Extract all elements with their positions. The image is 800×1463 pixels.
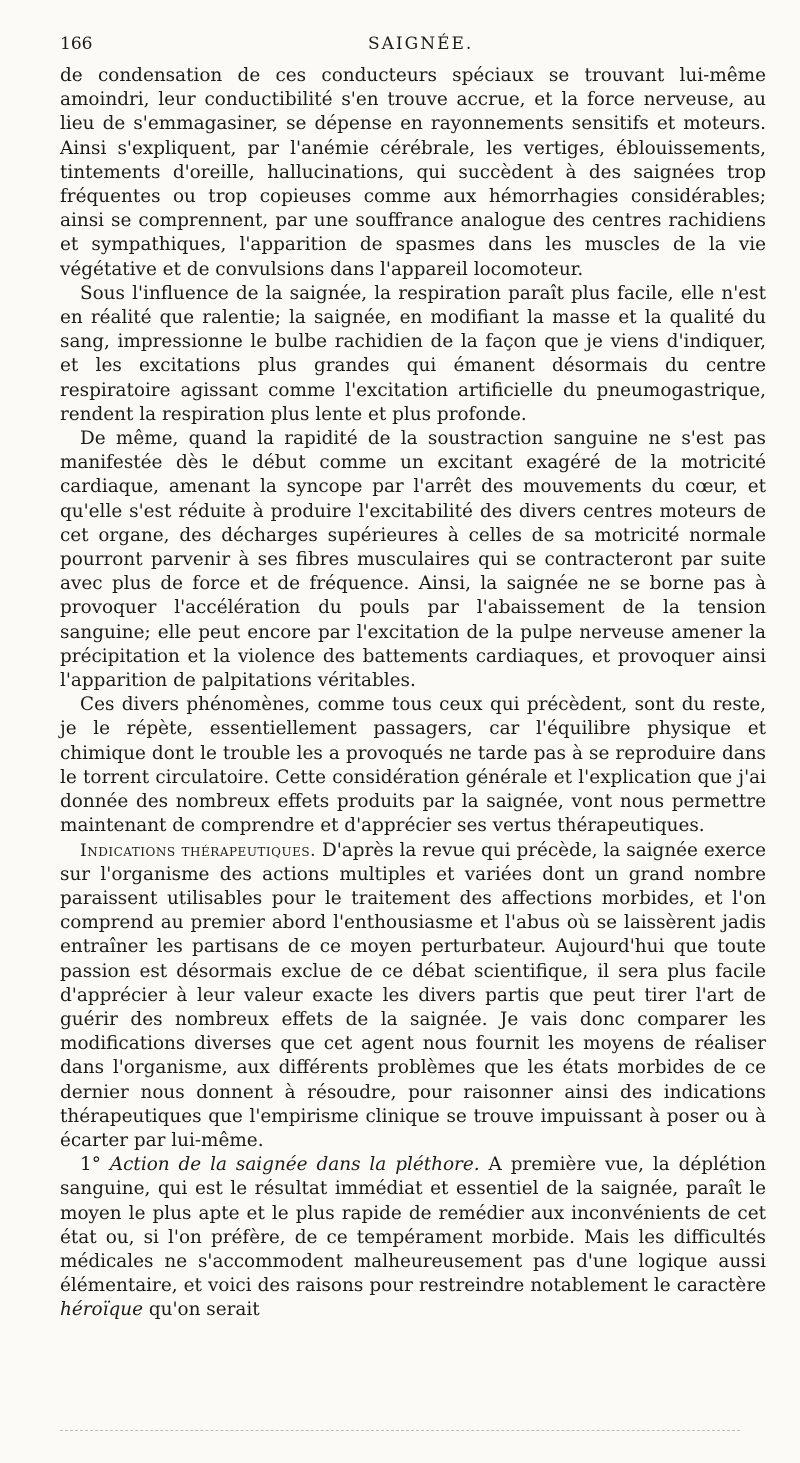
paragraph-plethore-end: qu'on serait: [142, 1299, 260, 1321]
body-text: [60, 64, 766, 1323]
book-page: [60, 28, 766, 1323]
section-number: 1°: [80, 1154, 101, 1176]
section-heading-plethore: Action de la saignée dans la pléthore.: [109, 1154, 480, 1176]
paragraph-4: [60, 693, 766, 838]
paragraph-indications: [60, 839, 766, 1154]
paragraph-indications-text: D'après la revue qui précède, la saignée exerce sur l'organisme des actions multiples et variées dont un grand nombre paraissent utilisables pour le traitement des affections morbides, et l'on comprend au premier abord l'enthousiasme et l'abus où se laissèrent jadis entraîner les partisans de ce moyen perturbateur. Aujourd'hui que toute passion est désormais exclue de ce débat scientifique, il sera plus facile d'apprécier à leur valeur exacte les divers partis que peut tirer l'art de guérir des nombreux effets de la saignée. Je vais donc comparer les modifications diverses que cet agent nous fournit les moyens de réaliser dans l'organisme, aux différents problèmes que les états morbides de ce dernier nous donnent à résoudre, pour raisonner ainsi des indications thérapeutiques que l'empirisme clinique se trouve impuissant à poser ou à écarter par lui-même.: [60, 839, 766, 1151]
paragraph-3-text: De même, quand la rapidité de la soustraction sanguine ne s'est pas manifestée dès le début comme un excitant exagéré de la motricité cardiaque, amenant la syncope par l'arrêt des mouvements du cœur, et qu'elle s'est réduite à produire l'excitabilité des divers centres moteurs de cet organe, des décharges supérieures à celles de sa motricité normale pourront parvenir à ses fibres musculaires qui se contracteront par suite avec plus de force et de fréquence. Ainsi, la saignée ne se borne pas à provoquer l'accélération du pouls par l'abaissement de la tension sanguine; elle peut encore par l'excitation de la pulpe nerveuse amener la précipitation et la violence des battements cardiaques, et provoquer ainsi l'apparition de palpitations véritables.: [60, 428, 766, 692]
paragraph-2-text: Sous l'influence de la saignée, la respiration paraît plus facile, elle n'est en réalité que ralentie; la saignée, en modifiant la masse et la qualité du sang, impressionne le bulbe rachidien de la façon que je viens d'indiquer, et les excitations plus grandes qui émanent désormais du centre respiratoire agissant comme l'excitation artificielle du pneumogastrique, rendent la respiration plus lente et plus profonde.: [60, 282, 766, 425]
emphasis-word: héroïque: [60, 1299, 143, 1321]
page-number: 166: [60, 34, 93, 54]
paragraph-3: [60, 427, 766, 693]
paragraph-1-text: de condensation de ces conducteurs spéciaux se trouvant lui-même amoindri, leur conductibilité s'en trouve accrue, et la force nerveuse, au lieu de s'emmagasiner, se dépense en rayonnements sensitifs et moteurs. Ainsi s'expliquent, par l'anémie cérébrale, les vertiges, éblouissements, tintements d'oreille, hallucinations, qui succèdent à des saignées trop fréquentes ou trop copieuses comme aux hémorrhagies considérables; ainsi se comprennent, par une souffrance analogue des centres rachidiens et sympathiques, l'apparition de spasmes dans les muscles de la vie végétative et de convulsions dans l'appareil locomoteur.: [60, 65, 766, 280]
paragraph-plethore-text: A première vue, la déplétion sanguine, qui est le résultat immédiat et essentiel de la saignée, paraît le moyen le plus apte et le plus rapide de remédier aux inconvénients de cet état ou, si l'on préfère, de ce tempérament morbide. Mais les difficultés médicales ne s'accommodent malheureusement pas d'une logique aussi élémentaire, et voici des raisons pour restreindre notablement le caractère: [60, 1154, 767, 1297]
running-title: SAIGNÉE.: [368, 34, 474, 54]
paragraph-2: [60, 282, 766, 427]
paragraph-plethore: [60, 1153, 766, 1322]
paragraph-1: [60, 64, 766, 282]
section-heading-indications: Indications thérapeutiques.: [80, 840, 317, 861]
running-head: [60, 28, 766, 58]
paragraph-4-text: Ces divers phénomènes, comme tous ceux qui précèdent, sont du reste, je le répète, essentiellement passagers, car l'équilibre physique et chimique dont le trouble les a provoqués ne tarde pas à se reproduire dans le torrent circulatoire. Cette considération générale et l'explication que j'ai donnée des nombreux effets produits par la saignée, vont nous permettre maintenant de comprendre et d'apprécier ses vertus thérapeutiques.: [60, 694, 766, 837]
footer-rule: [60, 1430, 740, 1431]
